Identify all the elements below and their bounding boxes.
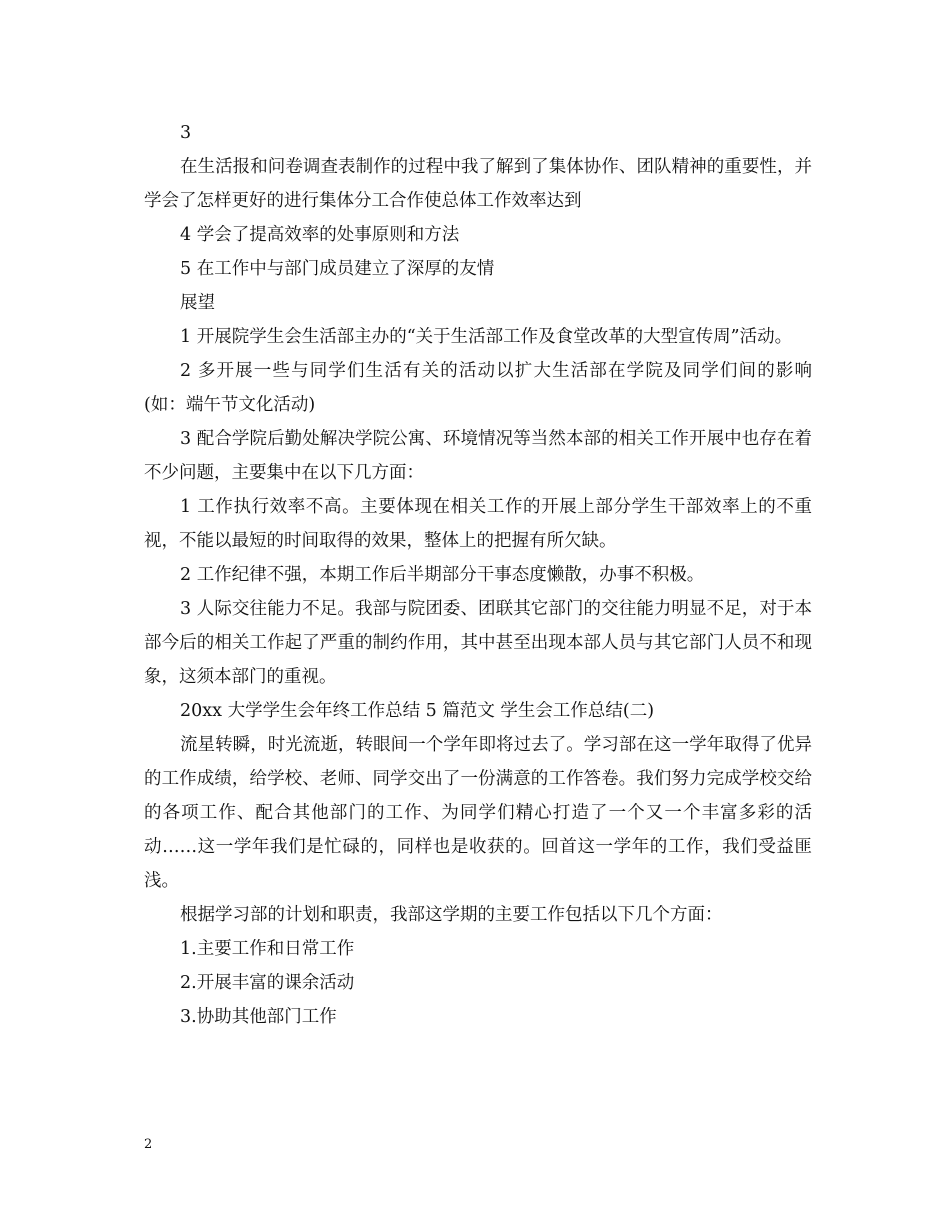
paragraph: 3 [180,123,192,143]
paragraph: 2 工作纪律不强，本期工作后半期部分干事态度懒散，办事不积极。 [180,565,705,585]
paragraph: 2 多开展一些与同学们生活有关的活动以扩大生活部在学院及同学们间的影响(如：端午节文化活动) [144,361,812,415]
list-item: 1.主要工作和日常工作 [180,939,355,959]
page-number: 2 [144,1137,153,1152]
document-body [144,116,812,1034]
paragraph: 3 人际交往能力不足。我部与院团委、团联其它部门的交往能力明显不足，对于本部今后的相关工作起了严重的制约作用，其中甚至出现本部人员与其它部门人员不和现象，这须本部门的重视。 [144,599,812,687]
paragraph: 在生活报和问卷调查表制作的过程中我了解到了集体协作、团队精神的重要性，并学会了怎样更好的进行集体分工合作使总体工作效率达到 [144,157,812,211]
paragraph: 流星转瞬，时光流逝，转眼间一个学年即将过去了。学习部在这一学年取得了优异的工作成绩，给学校、老师、同学交出了一份满意的工作答卷。我们努力完成学校交给的各项工作、配合其他部门的工作、为同学们精心打造了一个又一个丰富多彩的活动……这一学年我们是忙碌的，同样也是收获的。回首这一学年的工作，我们受益匪浅。 [144,735,812,891]
list-item: 2.开展丰富的课余活动 [180,973,355,993]
list-item: 3.协助其他部门工作 [180,1007,337,1027]
paragraph: 1 工作执行效率不高。主要体现在相关工作的开展上部分学生干部效率上的不重视，不能以最短的时间取得的效果，整体上的把握有所欠缺。 [144,497,812,551]
paragraph: 3 配合学院后勤处解决学院公寓、环境情况等当然本部的相关工作开展中也存在着不少问题，主要集中在以下几方面： [144,429,812,483]
paragraph: 4 学会了提高效率的处事原则和方法 [180,225,460,245]
article-title: 20xx 大学学生会年终工作总结 5 篇范文 学生会工作总结(二) [180,701,655,721]
paragraph: 根据学习部的计划和职责，我部这学期的主要工作包括以下几个方面： [180,905,723,925]
section-heading: 展望 [180,293,215,313]
paragraph: 5 在工作中与部门成员建立了深厚的友情 [180,259,495,279]
paragraph: 1 开展院学生会生活部主办的“关于生活部工作及食堂改革的大型宣传周”活动。 [180,327,793,347]
